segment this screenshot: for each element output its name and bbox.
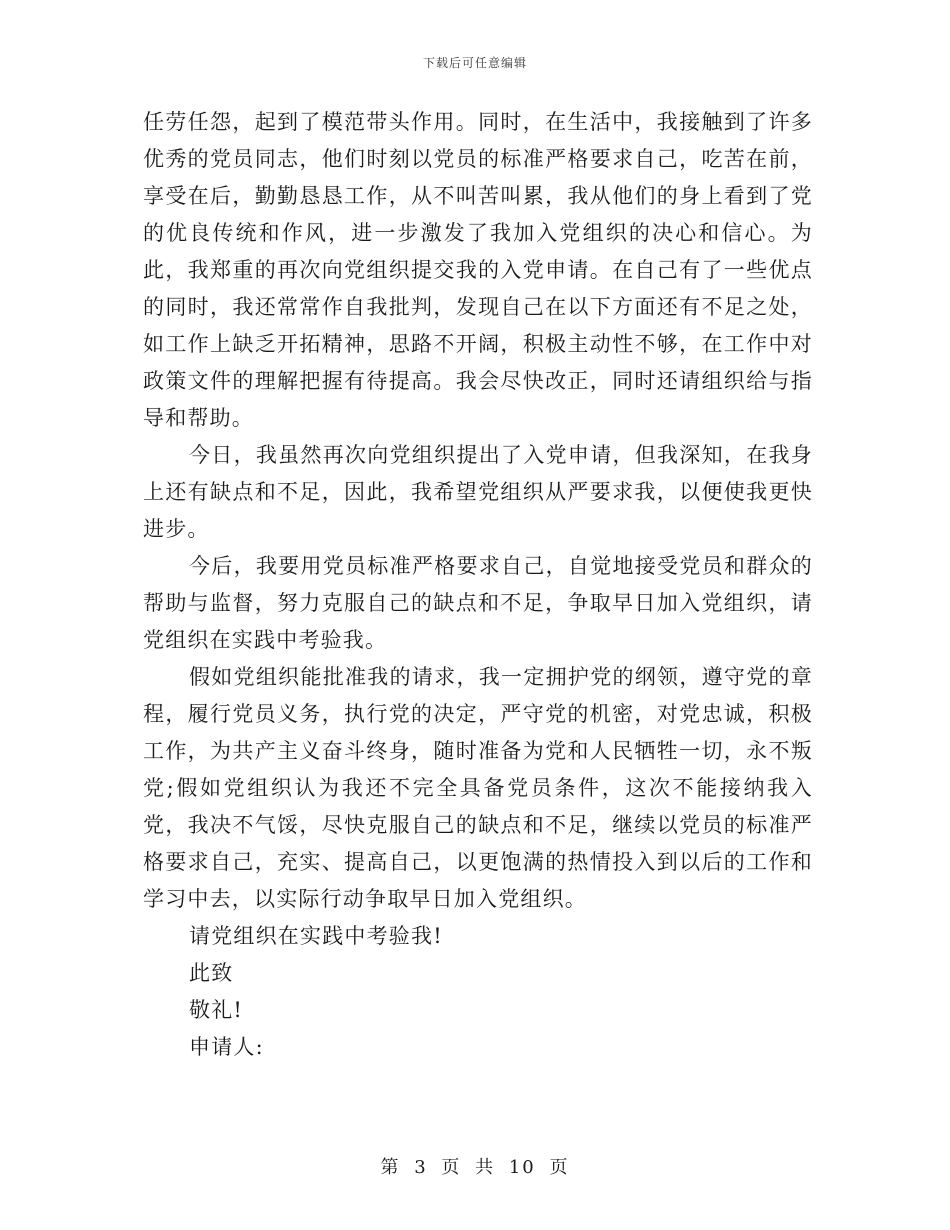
document-body	[143, 104, 813, 1066]
page-number-footer: 第 3 页 共 10 页	[380, 1157, 570, 1178]
applicant-signature-line: 申请人:	[189, 1035, 264, 1059]
paragraph-pledge: 假如党组织能批准我的请求，我一定拥护党的纲领，遵守党的章程，履行党员义务，执行党的决定，严守党的机密，对党忠诚，积极工作，为共产主义奋斗终身，随时准备为党和人民牺牲一切，永不叛党;假如党组织认为我还不完全具备党员条件，这次不能接纳我入党，我决不气馁，尽快克服自己的缺点和不足，继续以党员的标准严格要求自己，充实、提高自己，以更饱满的热情投入到以后的工作和学习中去，以实际行动争取早日加入党组织。	[143, 665, 813, 911]
page-header: 下载后可任意编辑	[422, 56, 527, 70]
paragraph-future: 今后，我要用党员标准严格要求自己，自觉地接受党员和群众的帮助与监督，努力克服自己的缺点和不足，争取早日加入党组织，请党组织在实践中考验我。	[143, 554, 813, 652]
closing-regards: 敬礼!	[189, 998, 244, 1022]
paragraph-today: 今日，我虽然再次向党组织提出了入党申请，但我深知，在我身上还有缺点和不足，因此，我希望党组织从严要求我，以便使我更快进步。	[143, 443, 813, 541]
paragraph-continuation: 任劳任怨，起到了模范带头作用。同时，在生活中，我接触到了许多优秀的党员同志，他们时刻以党员的标准严格要求自己，吃苦在前，享受在后，勤勤恳恳工作，从不叫苦叫累，我从他们的身上看到了党的优良传统和作风，进一步激发了我加入党组织的决心和信心。为此，我郑重的再次向党组织提交我的入党申请。在自己有了一些优点的同时，我还常常作自我批判，发现自己在以下方面还有不足之处，如工作上缺乏开拓精神，思路不开阔，积极主动性不够，在工作中对政策文件的理解把握有待提高。我会尽快改正，同时还请组织给与指导和帮助。	[143, 110, 813, 430]
closing-salutation: 此致	[189, 961, 234, 985]
closing-request: 请党组织在实践中考验我!	[189, 924, 443, 948]
